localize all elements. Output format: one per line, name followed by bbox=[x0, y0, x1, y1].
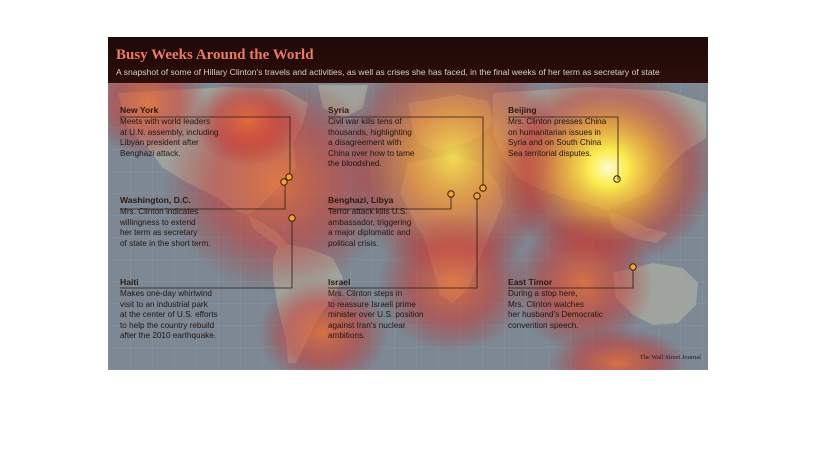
location-description: Terror attack kills U.S. ambassador, triggering a major diplomatic and political crisis. bbox=[328, 207, 412, 248]
marker-haiti bbox=[289, 215, 295, 221]
location-east-timor bbox=[508, 277, 603, 331]
source-credit: The Wall Street Journal bbox=[639, 354, 701, 361]
location-description: Mrs. Clinton indicates willingness to extend her term as secretary of state in the short term. bbox=[120, 207, 211, 248]
marker-benghazi bbox=[448, 191, 454, 197]
location-washington bbox=[120, 195, 211, 249]
marker-east-timor bbox=[630, 264, 636, 270]
marker-israel bbox=[474, 193, 480, 199]
marker-new-york bbox=[286, 174, 292, 180]
header-bar bbox=[108, 37, 708, 83]
marker-washington bbox=[281, 179, 287, 185]
map-subtitle: A snapshot of some of Hillary Clinton's travels and activities, as well as crises she has faced, in the final weeks of her term as secretary of state bbox=[116, 67, 660, 77]
location-beijing bbox=[508, 105, 606, 159]
location-description: Mrs. Clinton presses China on humanitarian issues in Syria and on South China Sea territorial disputes. bbox=[508, 117, 607, 158]
location-haiti bbox=[120, 277, 218, 342]
location-description: Civil war kills tens of thousands, highlighting a disagreement with China over how to tame the bloodshed. bbox=[328, 117, 415, 169]
location-description: Makes one-day whirlwind visit to an industrial park at the center of U.S. efforts to help the country rebuild after the 2010 earthquake. bbox=[120, 289, 218, 341]
location-name: New York bbox=[120, 105, 159, 115]
location-description: During a stop here, Mrs. Clinton watches her husband's Democratic convention speech. bbox=[508, 289, 603, 330]
location-name: Washington, D.C. bbox=[120, 195, 191, 205]
location-name: Benghazi, Libya bbox=[328, 195, 394, 205]
location-description: Mrs. Clinton steps in to reassure Israeli prime minister over U.S. position against Iran's nuclear ambitions. bbox=[328, 289, 424, 341]
map-graphic bbox=[108, 37, 708, 370]
location-name: Syria bbox=[328, 105, 350, 115]
location-israel bbox=[328, 277, 424, 342]
marker-syria bbox=[480, 185, 486, 191]
location-name: Haiti bbox=[120, 277, 139, 287]
location-name: Beijing bbox=[508, 105, 537, 115]
location-description: Meets with world leaders at U.N. assembly, including Libyan president after Benghazi attack. bbox=[120, 117, 219, 158]
location-syria bbox=[328, 105, 414, 170]
location-benghazi bbox=[328, 195, 411, 249]
location-new-york bbox=[120, 105, 219, 159]
location-name: East Timor bbox=[508, 277, 553, 287]
map-title: Busy Weeks Around the World bbox=[116, 47, 314, 63]
location-name: Israel bbox=[328, 277, 351, 287]
